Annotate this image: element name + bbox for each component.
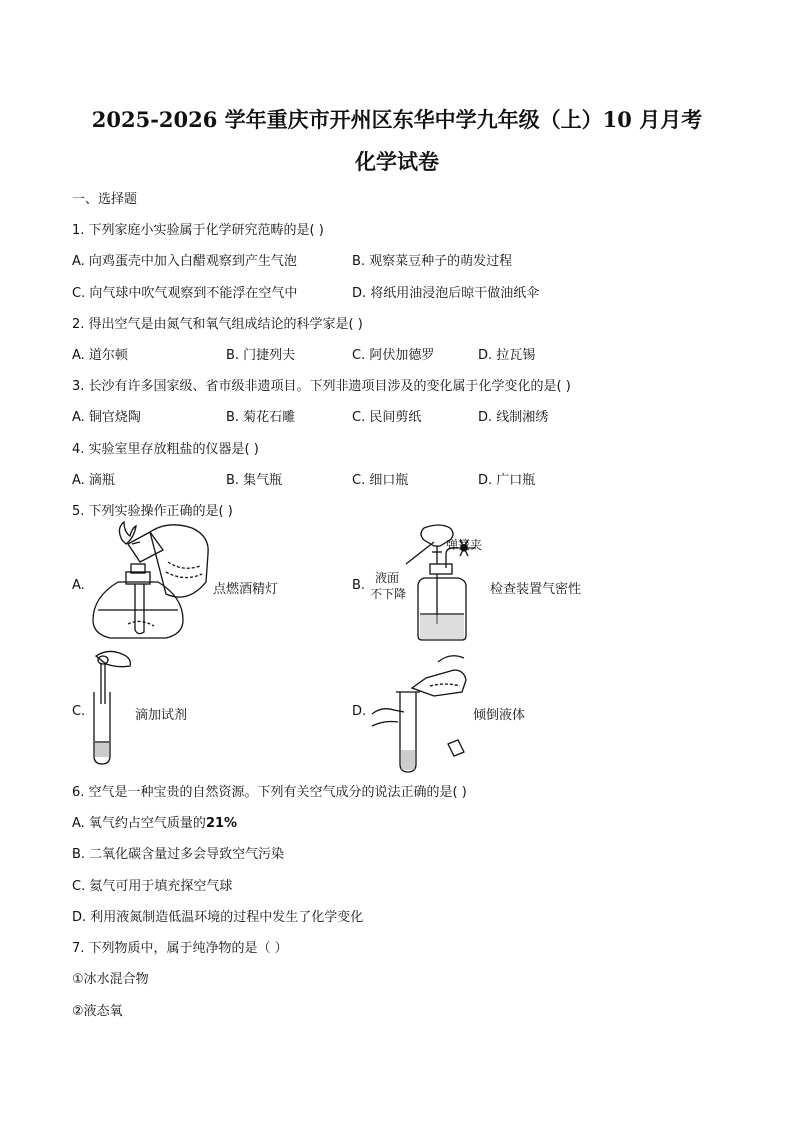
alcohol-lamp-illustration [88,522,213,644]
q2-option-b: B. 门捷列夫 [226,348,296,363]
q5-option-a-caption: 点燃酒精灯 [213,582,279,597]
q1-option-c: C. 向气球中吹气观察到不能浮在空气中 [72,286,298,301]
q6-option-a-text: A. 氧气约占空气质量的 [72,816,206,831]
q5-option-c-letter: C. [72,704,86,719]
q7-stem: 7. 下列物质中，属于纯净物的是（ ） [72,941,288,956]
q6-option-a-value: 21% [205,816,238,831]
q5-option-d-letter: D. [352,704,367,719]
q5-option-b-liquid-label-2: 不下降 [370,587,407,601]
q1-option-b: B. 观察菜豆种子的萌发过程 [352,254,513,269]
q5-option-a-letter: A. [72,578,85,593]
q3-option-a: A. 铜官烧陶 [72,410,141,425]
q5-option-b-clip-label: 弹簧夹 [446,538,483,552]
exam-title-line1: 2025-2026 学年重庆市开州区东华中学九年级（上）10 月月考 [91,107,703,132]
q6-option-b: B. 二氧化碳含量过多会导致空气污染 [72,847,285,862]
q1-option-a: A. 向鸡蛋壳中加入白醋观察到产生气泡 [72,254,297,269]
q5-option-b-caption: 检查装置气密性 [490,582,582,597]
exam-title-line2: 化学试卷 [355,149,439,174]
q3-option-c: C. 民间剪纸 [352,410,422,425]
q7-item-2: ②液态氧 [72,1004,123,1019]
q5-option-d-caption: 倾倒液体 [473,708,526,723]
pouring-liquid-illustration [368,652,468,778]
q5-option-b-letter: B. [352,578,366,593]
q4-stem: 4. 实验室里存放粗盐的仪器是( ) [72,442,259,457]
q3-stem: 3. 长沙有许多国家级、省市级非遗项目。下列非遗项目涉及的变化属于化学变化的是( ) [72,379,571,394]
q5-option-b-liquid-label-1: 液面 [375,571,400,585]
q6-stem: 6. 空气是一种宝贵的自然资源。下列有关空气成分的说法正确的是( ) [72,785,467,800]
q5-option-c-caption: 滴加试剂 [135,708,188,723]
q2-option-d: D. 拉瓦锡 [478,348,536,363]
section-heading: 一、选择题 [72,192,138,207]
q4-option-b: B. 集气瓶 [226,473,283,488]
q1-stem: 1. 下列家庭小实验属于化学研究范畴的是( ) [72,223,324,238]
q3-option-d: D. 线制湘绣 [478,410,549,425]
dropper-test-tube-illustration [86,648,136,766]
q7-item-1: ①冰水混合物 [72,972,149,987]
q2-stem: 2. 得出空气是由氮气和氧气组成结论的科学家是( ) [72,317,363,332]
q6-option-c: C. 氦气可用于填充探空气球 [72,879,233,894]
q2-option-a: A. 道尔顿 [72,348,128,363]
q6-option-a [72,812,237,831]
q6-option-d: D. 利用液氮制造低温环境的过程中发生了化学变化 [72,910,364,925]
q4-option-d: D. 广口瓶 [478,473,536,488]
q4-option-a: A. 滴瓶 [72,473,115,488]
q2-option-c: C. 阿伏加德罗 [352,348,435,363]
q3-option-b: B. 菊花石雕 [226,410,296,425]
q5-stem: 5. 下列实验操作正确的是( ) [72,504,233,519]
q1-option-d: D. 将纸用油浸泡后晾干做油纸伞 [352,286,540,301]
q4-option-c: C. 细口瓶 [352,473,409,488]
